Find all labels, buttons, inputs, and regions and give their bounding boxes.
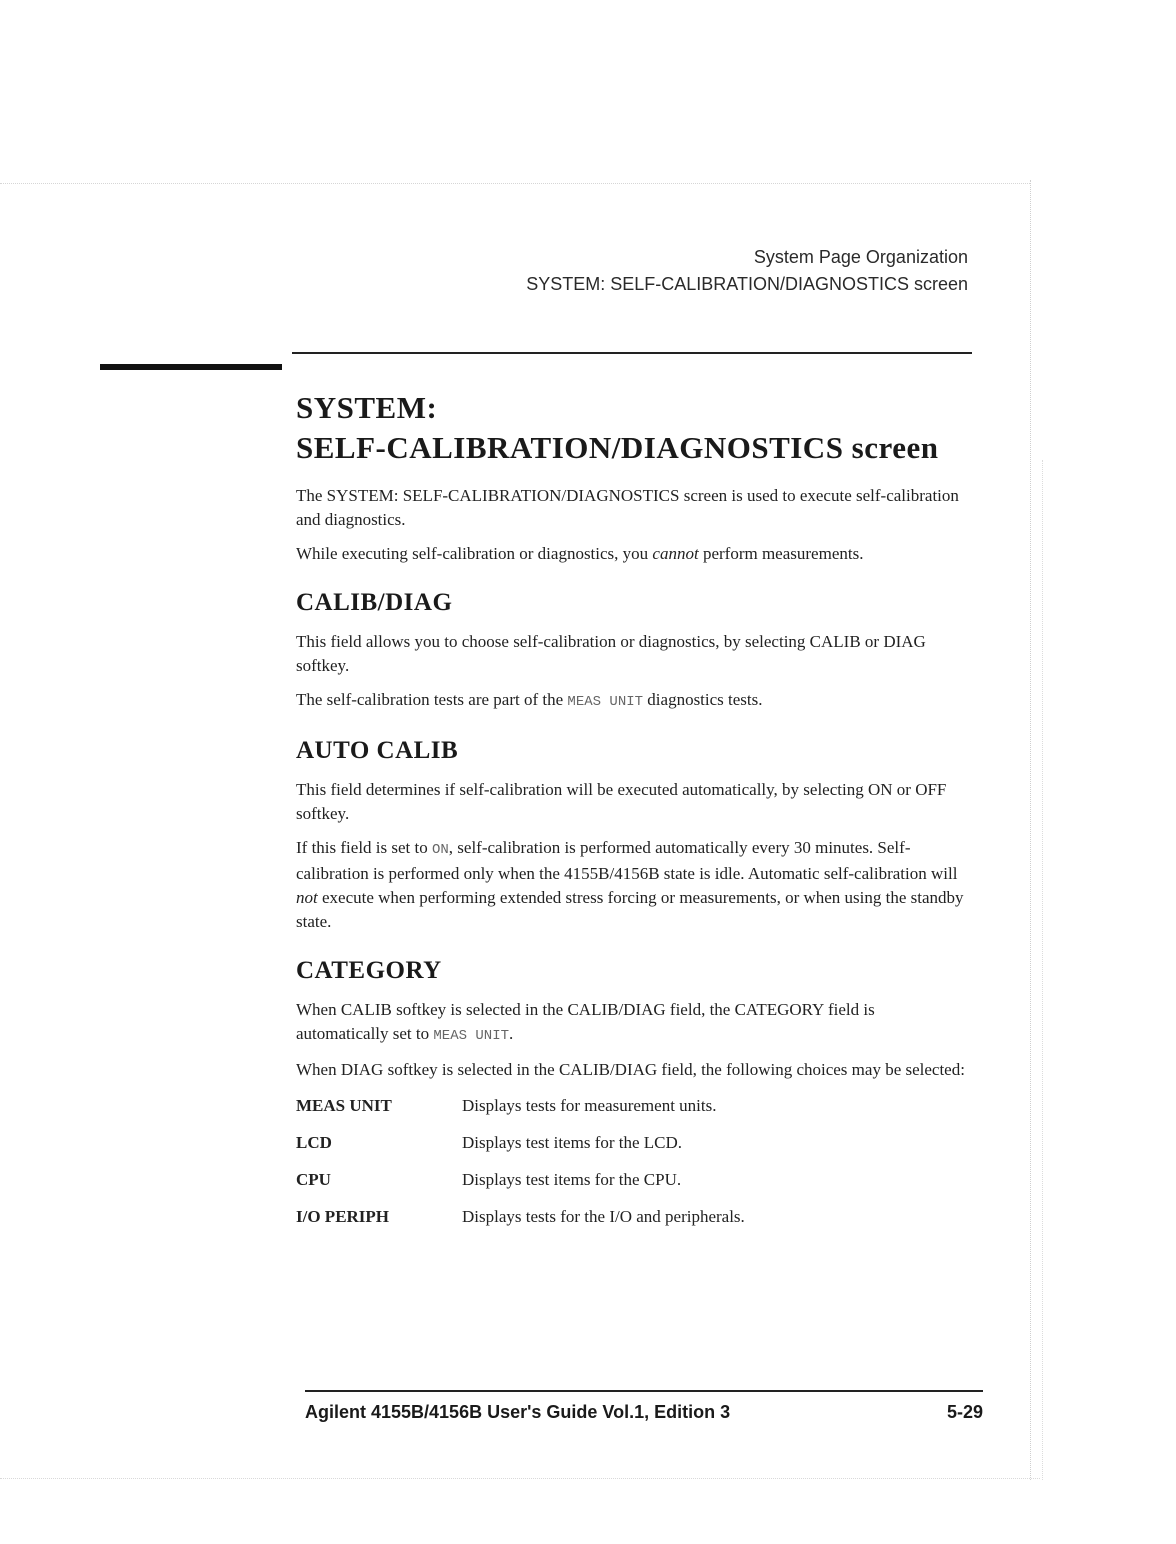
text-run: diagnostics tests. <box>643 690 763 709</box>
header-rule <box>292 352 972 354</box>
list-item <box>296 1170 986 1207</box>
code-meas-unit: MEAS UNIT <box>567 694 644 710</box>
text-run: When CALIB softkey is selected in the CALIB/DIAG field, the CATEGORY field is automatically set to <box>296 1000 875 1043</box>
heading-auto-calib: AUTO CALIB <box>296 737 459 764</box>
choice-term: I/O PERIPH <box>296 1207 390 1226</box>
choice-term: LCD <box>296 1133 332 1152</box>
text-run: , self-calibration is performed automatically every 30 minutes. Self-calibration is performed only when the 4155B/4156B state is idle. Automatic self-calibration will <box>296 838 958 883</box>
auto-calib-paragraph-2 <box>296 836 966 934</box>
heading-category: CATEGORY <box>296 957 442 984</box>
choice-description: Displays test items for the CPU. <box>462 1170 682 1189</box>
text-run: execute when performing extended stress forcing or measurements, or when using the standby state. <box>296 888 964 931</box>
scan-edge-right <box>1030 180 1031 1480</box>
list-item <box>296 1096 986 1133</box>
calib-diag-paragraph-1: This field allows you to choose self-calibration or diagnostics, by selecting CALIB or DIAG softkey. <box>296 632 926 675</box>
text-run: perform measurements. <box>698 544 864 563</box>
page-title-line1: SYSTEM: <box>296 390 438 425</box>
text-run: The self-calibration tests are part of the <box>296 690 568 709</box>
list-item <box>296 1207 986 1244</box>
category-choices-list <box>296 1096 986 1244</box>
text-run: While executing self-calibration or diagnostics, you <box>296 544 653 563</box>
page-content <box>296 388 986 1244</box>
code-meas-unit: MEAS UNIT <box>433 1028 510 1044</box>
emphasis-cannot: cannot <box>652 544 699 563</box>
text-run: . <box>509 1024 514 1043</box>
scan-edge-right-inner <box>1042 460 1043 1480</box>
footer-rule <box>305 1390 983 1392</box>
emphasis-not: not <box>296 888 318 907</box>
running-head <box>526 244 968 298</box>
running-head-chapter: System Page Organization <box>753 247 968 267</box>
code-on: ON <box>431 842 449 858</box>
choice-term: MEAS UNIT <box>296 1096 392 1115</box>
page-title-line2: SELF-CALIBRATION/DIAGNOSTICS screen <box>296 430 939 465</box>
category-paragraph-2: When DIAG softkey is selected in the CALIB/DIAG field, the following choices may be selected: <box>296 1060 965 1079</box>
chapter-tab-bar <box>100 364 282 370</box>
scan-edge-top <box>0 183 1030 184</box>
running-head-section: SYSTEM: SELF-CALIBRATION/DIAGNOSTICS screen <box>526 274 968 294</box>
text-run: If this field is set to <box>296 838 432 857</box>
intro-paragraph-2 <box>296 542 966 566</box>
list-item <box>296 1133 986 1170</box>
page-number: 5-29 <box>946 1402 983 1422</box>
heading-calib-diag: CALIB/DIAG <box>296 589 453 616</box>
choice-description: Displays tests for measurement units. <box>462 1096 717 1115</box>
choice-term: CPU <box>296 1170 331 1189</box>
calib-diag-paragraph-2 <box>296 688 966 714</box>
footer-title: Agilent 4155B/4156B User's Guide Vol.1, Edition 3 <box>305 1402 731 1422</box>
category-paragraph-1 <box>296 998 966 1048</box>
intro-paragraph-1: The SYSTEM: SELF-CALIBRATION/DIAGNOSTICS screen is used to execute self-calibration and diagnostics. <box>296 486 959 529</box>
page-footer <box>305 1402 983 1423</box>
choice-description: Displays tests for the I/O and peripherals. <box>462 1207 745 1226</box>
scan-edge-bottom <box>0 1478 1040 1479</box>
page-title <box>296 388 986 468</box>
choice-description: Displays test items for the LCD. <box>462 1133 683 1152</box>
auto-calib-paragraph-1: This field determines if self-calibration will be executed automatically, by selecting ON or OFF softkey. <box>296 780 947 823</box>
